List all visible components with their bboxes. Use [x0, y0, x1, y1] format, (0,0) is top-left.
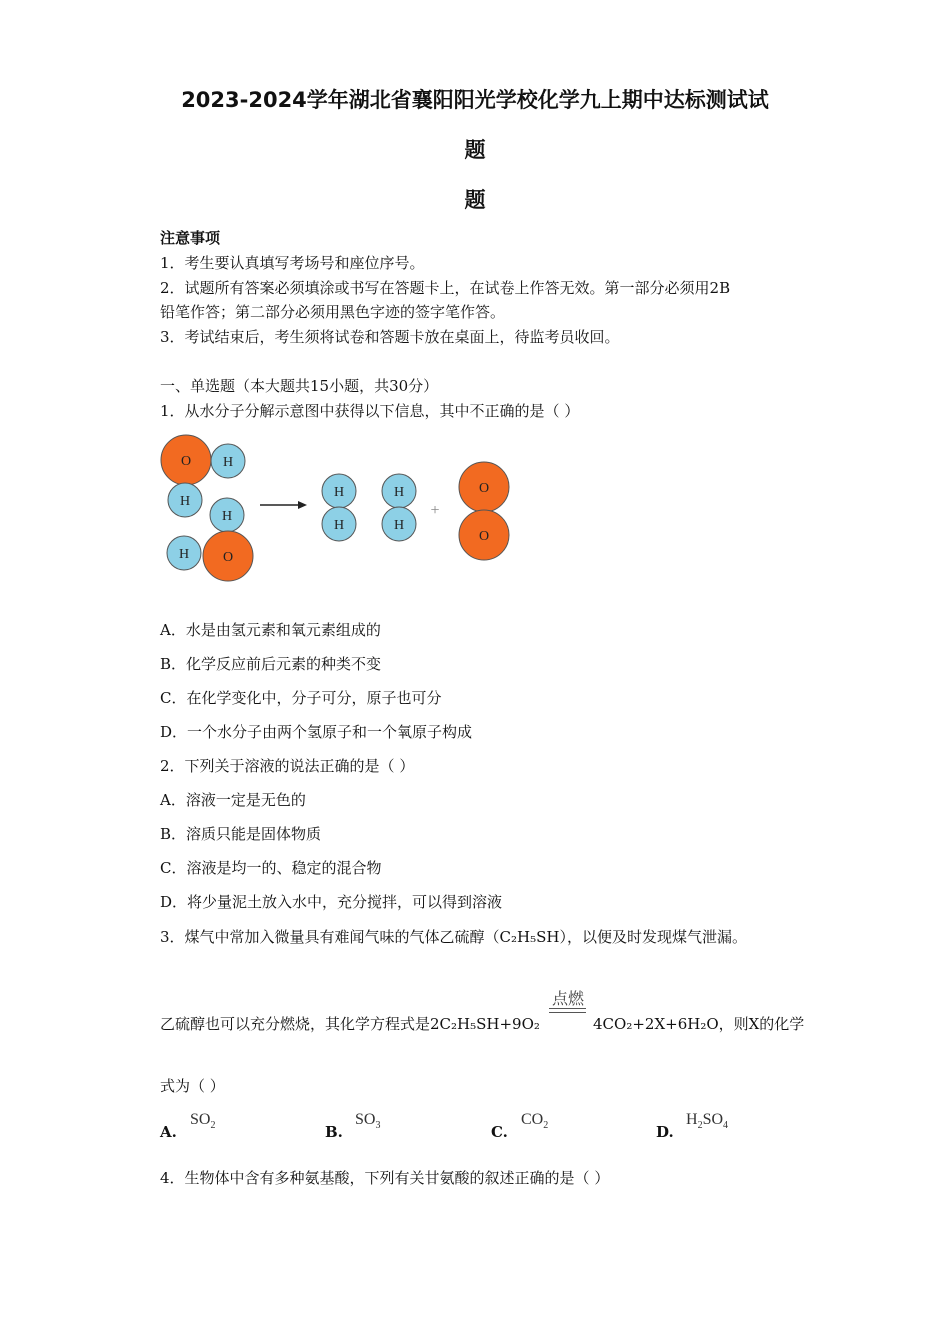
oxygen-atom-label: O [180, 454, 192, 469]
hydrogen-atom-label: H [393, 518, 405, 533]
plus-sign: + [430, 502, 440, 519]
option-formula: $SO_3$ [355, 1111, 381, 1132]
hydrogen-atom-label: H [393, 485, 405, 500]
hydrogen-atom-label: H [179, 494, 191, 509]
option-letter: B. [325, 1123, 343, 1141]
question-3-stem-line-1: 3．煤气中常加入微量具有难闻气味的气体乙硫醇（C₂H₅SH），以便及时发现煤气泄漏。 [160, 928, 747, 946]
option-letter: A. [160, 1123, 177, 1141]
exam-title-line-3: 题 [464, 188, 486, 212]
question-3-stem-line-3: 式为（ ） [160, 1077, 225, 1095]
question-2-option-d[interactable]: D．将少量泥土放入水中，充分搅拌，可以得到溶液 [160, 893, 503, 911]
question-2-stem: 2．下列关于溶液的说法正确的是（ ） [160, 757, 415, 775]
oxygen-atom-label: O [478, 529, 490, 544]
oxygen-atom-label: O [478, 481, 490, 496]
notice-item: 2．试题所有答案必须填涂或书写在答题卡上，在试卷上作答无效。第一部分必须用2B [160, 279, 731, 297]
question-2-option-b[interactable]: B．溶质只能是固体物质 [160, 825, 322, 843]
option-formula: $SO_2$ [190, 1111, 216, 1132]
notice-item: 铅笔作答；第二部分必须用黑色字迹的签字笔作答。 [160, 303, 506, 321]
question-1-option-b[interactable]: B．化学反应前后元素的种类不变 [160, 655, 382, 673]
question-1-option-a[interactable]: A．水是由氢元素和氧元素组成的 [160, 621, 381, 639]
equation-equals-line [549, 1008, 586, 1009]
water-decomposition-diagram [155, 430, 535, 590]
exam-title-line-2: 题 [464, 138, 486, 162]
notice-item: 3．考试结束后，考生须将试卷和答题卡放在桌面上，待监考员收回。 [160, 328, 620, 346]
option-letter: C. [491, 1123, 508, 1141]
question-1-option-d[interactable]: D．一个水分子由两个氢原子和一个氧原子构成 [160, 723, 473, 741]
hydrogen-atom-label: H [221, 509, 233, 524]
question-1-stem: 1．从水分子分解示意图中获得以下信息，其中不正确的是（ ） [160, 402, 580, 420]
exam-title-line-1: 2023-2024学年湖北省襄阳阳光学校化学九上期中达标测试试 [181, 88, 769, 112]
question-2-option-a[interactable]: A．溶液一定是无色的 [160, 791, 306, 809]
equation-equals-line [549, 1012, 586, 1013]
section-heading: 一、单选题（本大题共15小题，共30分） [160, 377, 439, 395]
reaction-arrow-head [298, 501, 307, 509]
hydrogen-atom-label: H [333, 485, 345, 500]
option-formula: $CO_2$ [521, 1111, 549, 1132]
oxygen-atom-label: O [222, 550, 234, 565]
hydrogen-atom-label: H [333, 518, 345, 533]
hydrogen-atom-label: H [178, 547, 190, 562]
question-3-equation-left: 乙硫醇也可以充分燃烧，其化学方程式是2C₂H₅SH+9O₂ [160, 1015, 540, 1033]
notice-item: 1．考生要认真填写考场号和座位序号。 [160, 254, 425, 272]
reaction-condition: 点燃 [551, 989, 584, 1008]
notice-heading: 注意事项 [160, 229, 221, 247]
question-1-option-c[interactable]: C．在化学变化中，分子可分，原子也可分 [160, 689, 442, 707]
question-3-equation-right: 4CO₂+2X+6H₂O，则X的化学 [593, 1015, 805, 1033]
question-2-option-c[interactable]: C．溶液是均一的、稳定的混合物 [160, 859, 382, 877]
option-letter: D. [656, 1123, 674, 1141]
question-4-stem: 4．生物体中含有多种氨基酸，下列有关甘氨酸的叙述正确的是（ ） [160, 1169, 610, 1187]
option-formula: $H_2SO_4$ [686, 1111, 729, 1132]
hydrogen-atom-label: H [222, 455, 234, 470]
